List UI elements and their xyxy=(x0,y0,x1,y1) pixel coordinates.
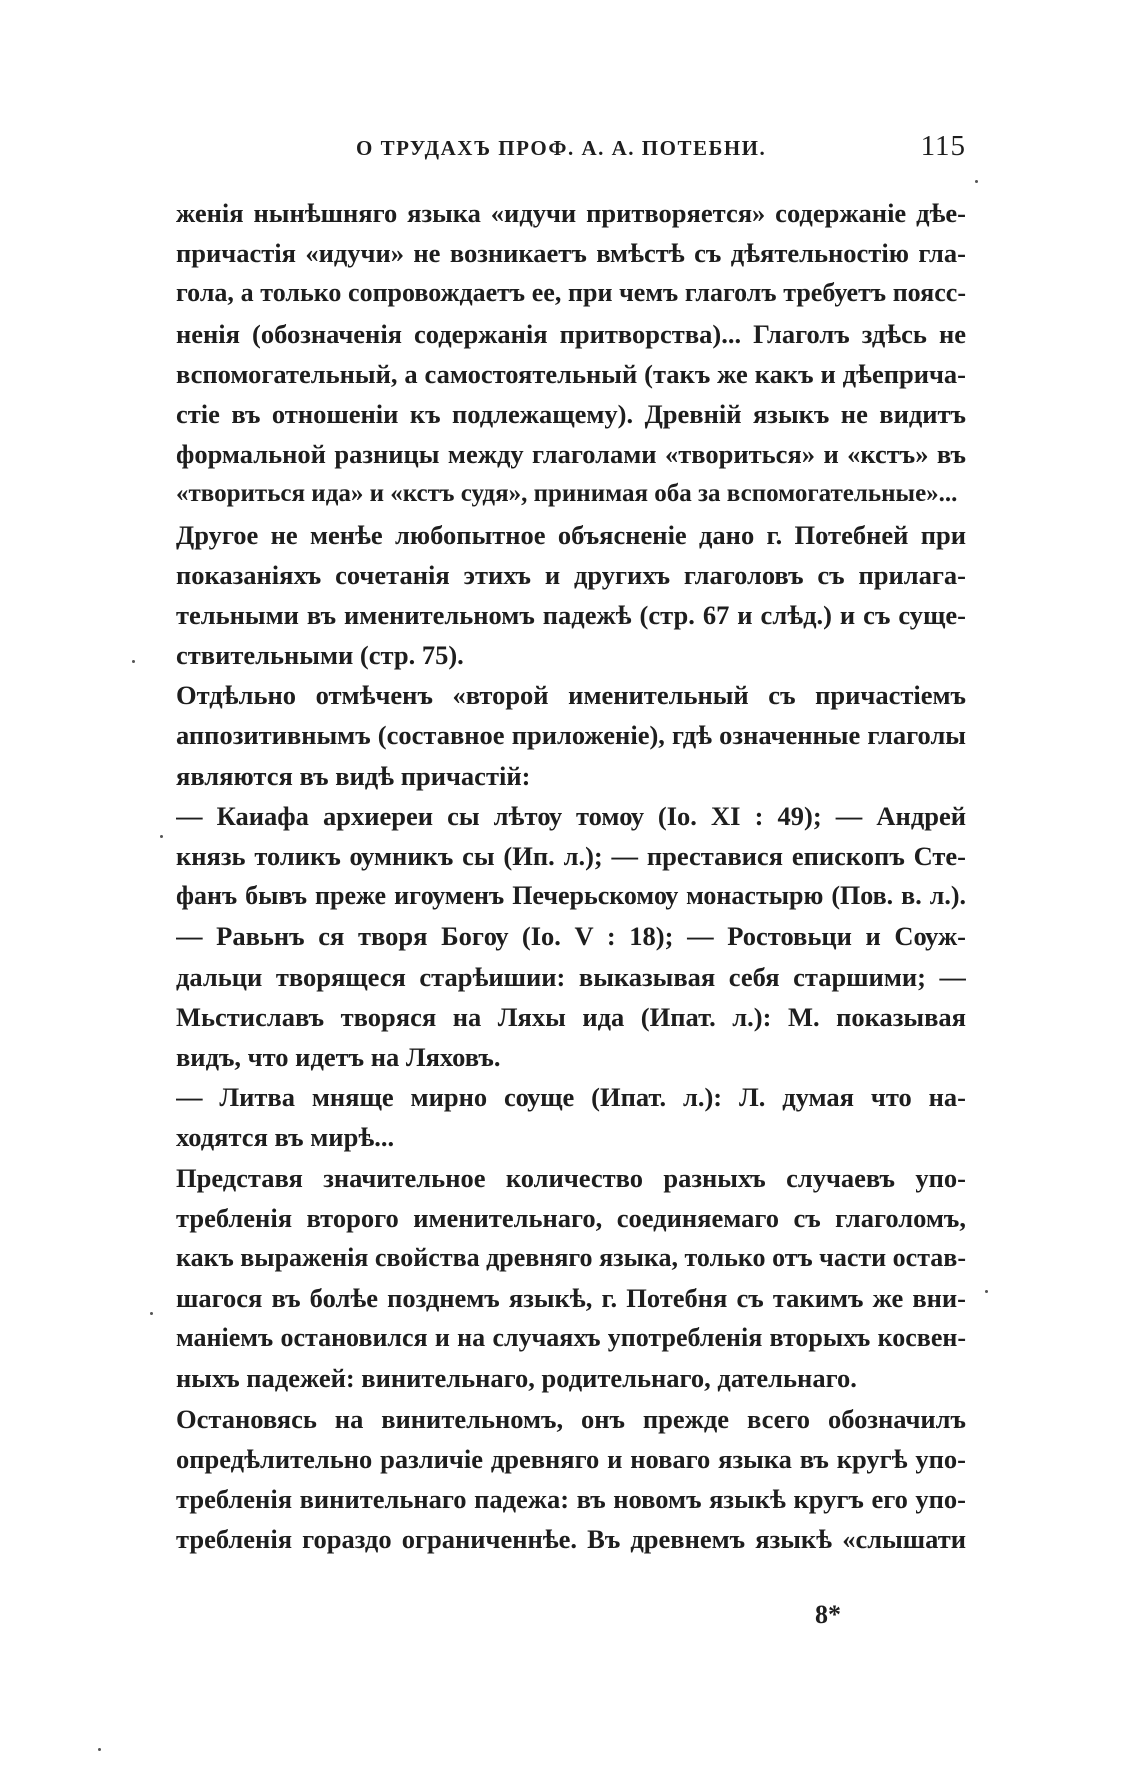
page-number: 115 xyxy=(920,130,966,162)
scan-speck xyxy=(160,835,163,838)
signature-mark: 8* xyxy=(815,1600,841,1629)
text-line: ныхъ падежей: винительнаго, родительнаго, дательнаго. xyxy=(176,1363,857,1394)
text-line: тельными въ именительномъ падежѣ (стр. 67 и слѣд.) и съ суще- xyxy=(176,599,966,630)
text-line: Отдѣльно отмѣченъ «второй именительный съ причастіемъ xyxy=(176,680,966,711)
text-line: — Литва мняще мирно сѹще (Ипат. л.): Л. думая что на- xyxy=(176,1082,966,1113)
text-line: ствительными (стр. 75). xyxy=(176,640,464,671)
scan-speck xyxy=(975,180,978,183)
text-line: причастія «идучи» не возникаетъ вмѣстѣ съ дѣятельностію гла- xyxy=(176,238,966,269)
scan-speck xyxy=(132,660,135,663)
text-line: Другое не менѣе любопытное объясненіе дано г. Потебней при xyxy=(176,519,966,550)
text-line: фанъ бывъ преже игѹменъ Печерьскомѹ монастырю (Пов. в. л.). xyxy=(176,881,966,911)
text-line: гола, а только сопровождаетъ ее, при чемъ глаголъ требуетъ поясс- xyxy=(176,278,966,308)
running-head xyxy=(176,130,966,170)
text-line: опредѣлительно различіе древняго и новаго языка въ кругѣ упо- xyxy=(176,1443,966,1474)
scan-speck xyxy=(150,1312,153,1315)
text-line: показаніяхъ сочетанія этихъ и другихъ глаголовъ съ прилага- xyxy=(176,559,966,590)
text-line: видъ, что идетъ на Ляховъ. xyxy=(176,1041,501,1072)
text-line: Представя значительное количество разныхъ случаевъ упо- xyxy=(176,1162,966,1193)
text-line: вспомогательный, а самостоятельный (такъ же какъ и дѣеприча- xyxy=(176,358,966,389)
text-line: аппозитивнымъ (составное приложеніе), гдѣ означенные глаголы xyxy=(176,720,966,751)
text-line: дальци творящеся старѣишии: выказывая себя старшими; — xyxy=(176,961,966,992)
text-line: требленія винительнаго падежа: въ новомъ языкѣ кругъ его упо- xyxy=(176,1484,966,1514)
text-line: шагося въ болѣе позднемъ языкѣ, г. Потебня съ такимъ же вни- xyxy=(176,1283,966,1314)
text-line: Мьстиславъ творяся на Ляхы ида (Ипат. л.): М. показывая xyxy=(176,1001,966,1032)
text-line: князь толикъ ѹмникъ сы (Ип. л.); — преставися епископъ Сте- xyxy=(176,841,966,871)
text-line: стіе въ отношеніи къ подлежащему). Древній языкъ не видитъ xyxy=(176,398,966,429)
body-text xyxy=(176,193,966,1559)
text-line: — Равьнъ ся творя Богѹ (Іо. V : 18); — Ростовьци и Сѹж- xyxy=(176,921,966,952)
text-line: ходятся въ мирѣ... xyxy=(176,1122,395,1153)
text-line: требленія гораздо ограниченнѣе. Въ древнемъ языкѣ «слышати xyxy=(176,1524,966,1555)
scan-speck xyxy=(98,1748,101,1751)
text-line: «твориться ида» и «кстъ судя», принимая оба за вспомогательные»... xyxy=(176,480,958,508)
text-line: требленія второго именительнаго, соединяемаго съ глаголомъ, xyxy=(176,1202,966,1233)
text-line: являются въ видѣ причастій: xyxy=(176,760,531,791)
text-line: маніемъ остановился и на случаяхъ употребленія вторыхъ косвен- xyxy=(176,1323,966,1353)
scan-speck xyxy=(985,1290,988,1293)
text-line: какъ выраженія свойства древняго языка, только отъ части остав- xyxy=(176,1242,966,1272)
text-line: ненія (обозначенія содержанія притворства)... Глаголъ здѣсь не xyxy=(176,318,966,349)
text-line: Остановясь на винительномъ, онъ прежде всего обозначилъ xyxy=(176,1403,966,1434)
text-line: женія нынѣшняго языка «идучи притворяется» содержаніе дѣе- xyxy=(176,198,966,228)
text-line: формальной разницы между глаголами «твориться» и «кстъ» въ xyxy=(176,439,966,470)
text-line: — Каиафа архиереи сы лѣтѹ томѹ (Іо. XI : 49); — Андрей xyxy=(176,800,966,831)
running-title: О ТРУДАХЪ ПРОФ. А. А. ПОТЕБНИ. xyxy=(356,136,767,160)
